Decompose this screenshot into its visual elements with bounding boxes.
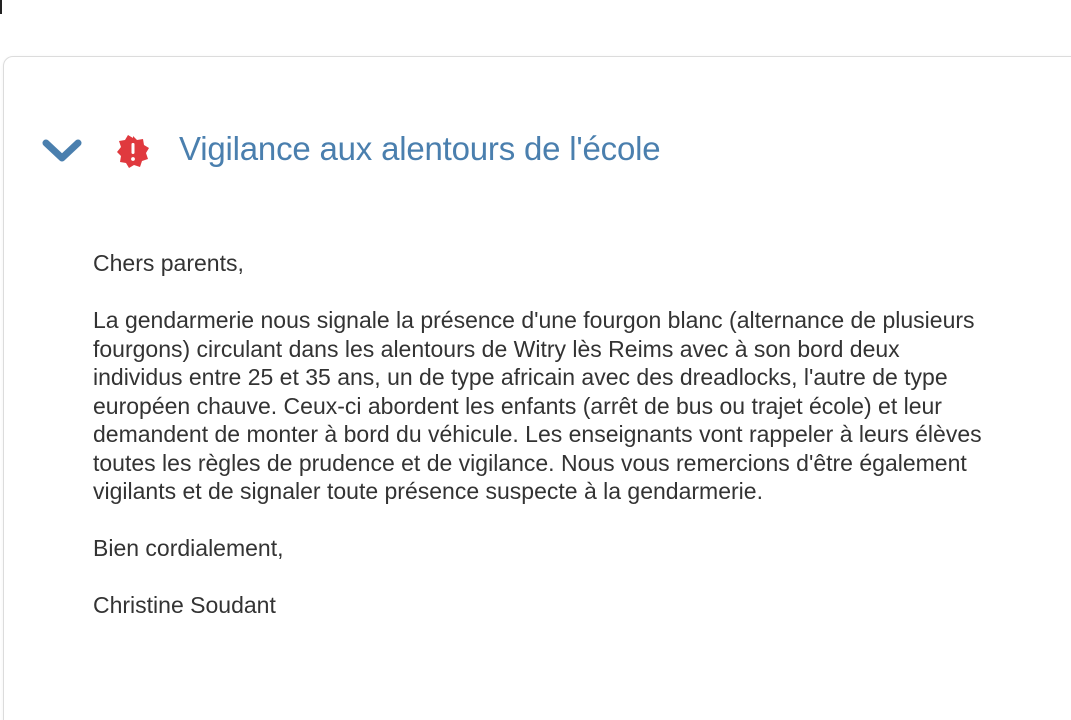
message-paragraph: La gendarmerie nous signale la présence d'une fourgon blanc (alternance de plusieurs fourgons) circulant dans les alentours de Witry lès Reims avec à son bord deux individus entre 25 et 35 ans, un de type africain avec des dreadlocks, l'autre de type européen chauve. Ceux-ci abordent les enfants (arrêt de bus ou trajet école) et leur demandent de monter à bord du véhicule. Les enseignants vont rappeler à leurs élèves toutes les règles de prudence et de vigilance. Nous vous remercions d'être également vigilants et de signaler toute présence suspecte à la gendarmerie. <box>93 307 982 504</box>
greeting-text: Chers parents, <box>93 250 244 276</box>
message-header <box>4 127 1071 175</box>
message-title: Vigilance aux alentours de l'école <box>179 130 661 167</box>
text-cursor <box>0 0 2 14</box>
message-card <box>3 56 1071 720</box>
signature-text: Christine Soudant <box>93 592 276 618</box>
chevron-down-icon[interactable] <box>40 133 84 169</box>
closing-text: Bien cordialement, <box>93 535 284 561</box>
message-body <box>93 249 993 620</box>
alert-badge-icon <box>116 135 150 169</box>
